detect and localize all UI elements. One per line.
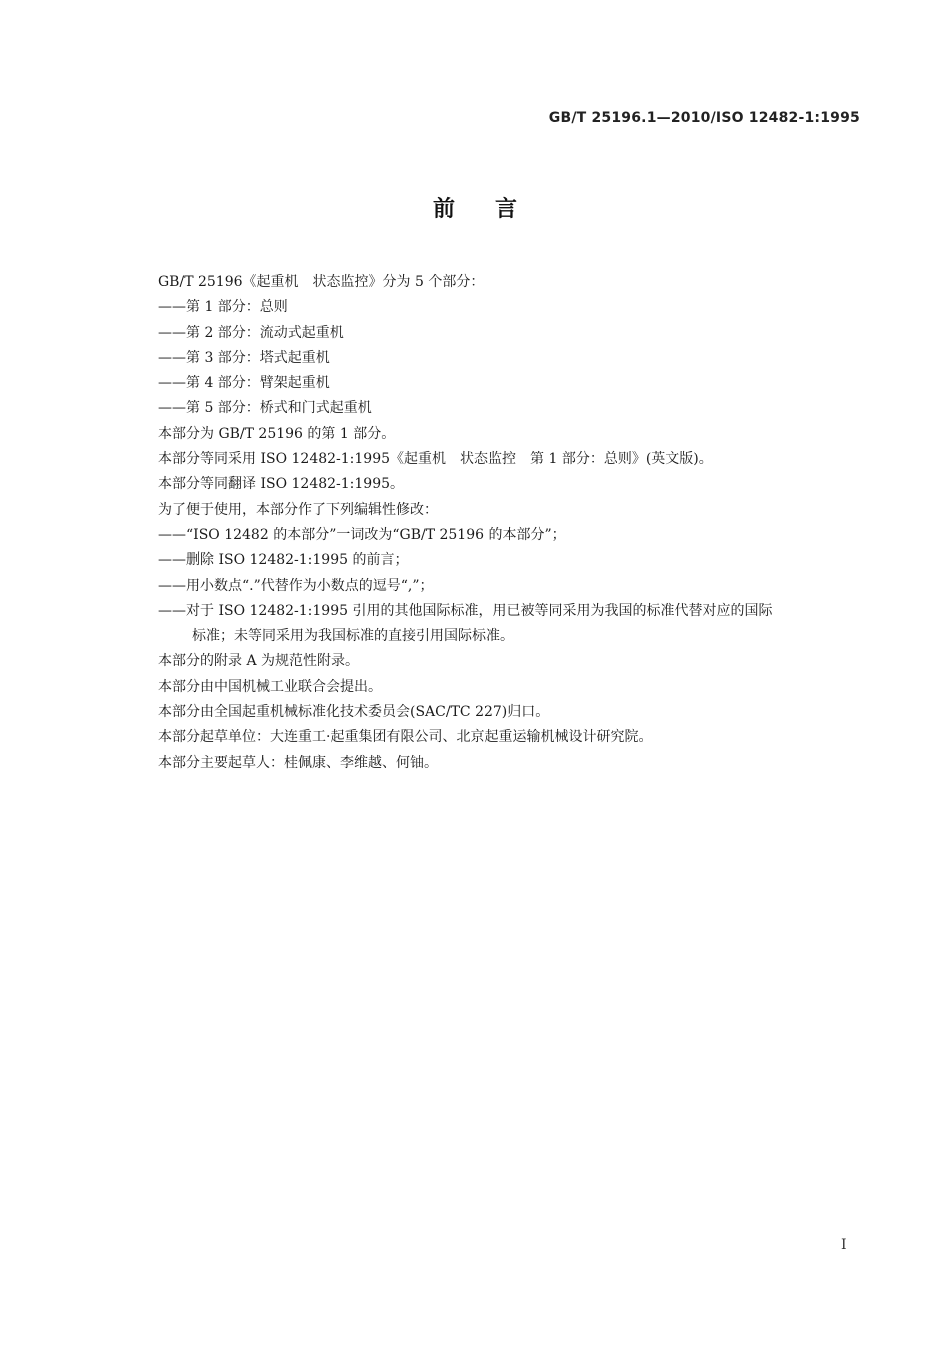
paragraph-part-number: 本部分为 GB/T 25196 的第 1 部分。	[158, 425, 396, 442]
part-list-item: ——第 2 部分：流动式起重机	[158, 324, 344, 341]
edit-list-item-continuation: 标准；未等同采用为我国标准的直接引用国际标准。	[192, 628, 514, 645]
part-list-item: ——第 1 部分：总则	[158, 299, 288, 316]
part-list-item: ——第 5 部分：桥式和门式起重机	[158, 400, 372, 417]
paragraph-translation: 本部分等同翻译 ISO 12482-1:1995。	[158, 476, 405, 493]
paragraph-adoption: 本部分等同采用 ISO 12482-1:1995《起重机 状态监控 第 1 部分：总则》(英文版)。	[158, 451, 713, 468]
edit-list-item: ——删除 ISO 12482-1:1995 的前言；	[158, 552, 409, 569]
paragraph-drafting-units: 本部分起草单位：大连重工·起重集团有限公司、北京起重运输机械设计研究院。	[158, 729, 653, 746]
page-title: 前言	[432, 197, 557, 222]
part-list-item: ——第 3 部分：塔式起重机	[158, 349, 330, 366]
standard-code-header: GB/T 25196.1—2010/ISO 12482-1:1995	[548, 110, 860, 126]
edit-list-item: ——用小数点“.”代替作为小数点的逗号“,”；	[158, 577, 434, 594]
edit-list-item: ——对于 ISO 12482-1:1995 引用的其他国际标准，用已被等同采用为我国的标准代替对应的国际	[158, 602, 773, 619]
paragraph-annex: 本部分的附录 A 为规范性附录。	[158, 653, 360, 670]
paragraph-edits-intro: 为了便于使用，本部分作了下列编辑性修改：	[158, 501, 438, 518]
paragraph-committee: 本部分由全国起重机械标准化技术委员会(SAC/TC 227)归口。	[158, 704, 550, 721]
paragraph-proposer: 本部分由中国机械工业联合会提出。	[158, 678, 382, 695]
part-list-item: ——第 4 部分：臂架起重机	[158, 375, 330, 392]
paragraph-drafters: 本部分主要起草人：桂佩康、李维越、何铀。	[158, 754, 438, 771]
intro-paragraph: GB/T 25196《起重机 状态监控》分为 5 个部分：	[158, 274, 485, 290]
page-number: I	[841, 1237, 847, 1253]
edit-list-item: ——“ISO 12482 的本部分”一词改为“GB/T 25196 的本部分”；	[158, 526, 566, 543]
foreword-body	[158, 270, 870, 776]
